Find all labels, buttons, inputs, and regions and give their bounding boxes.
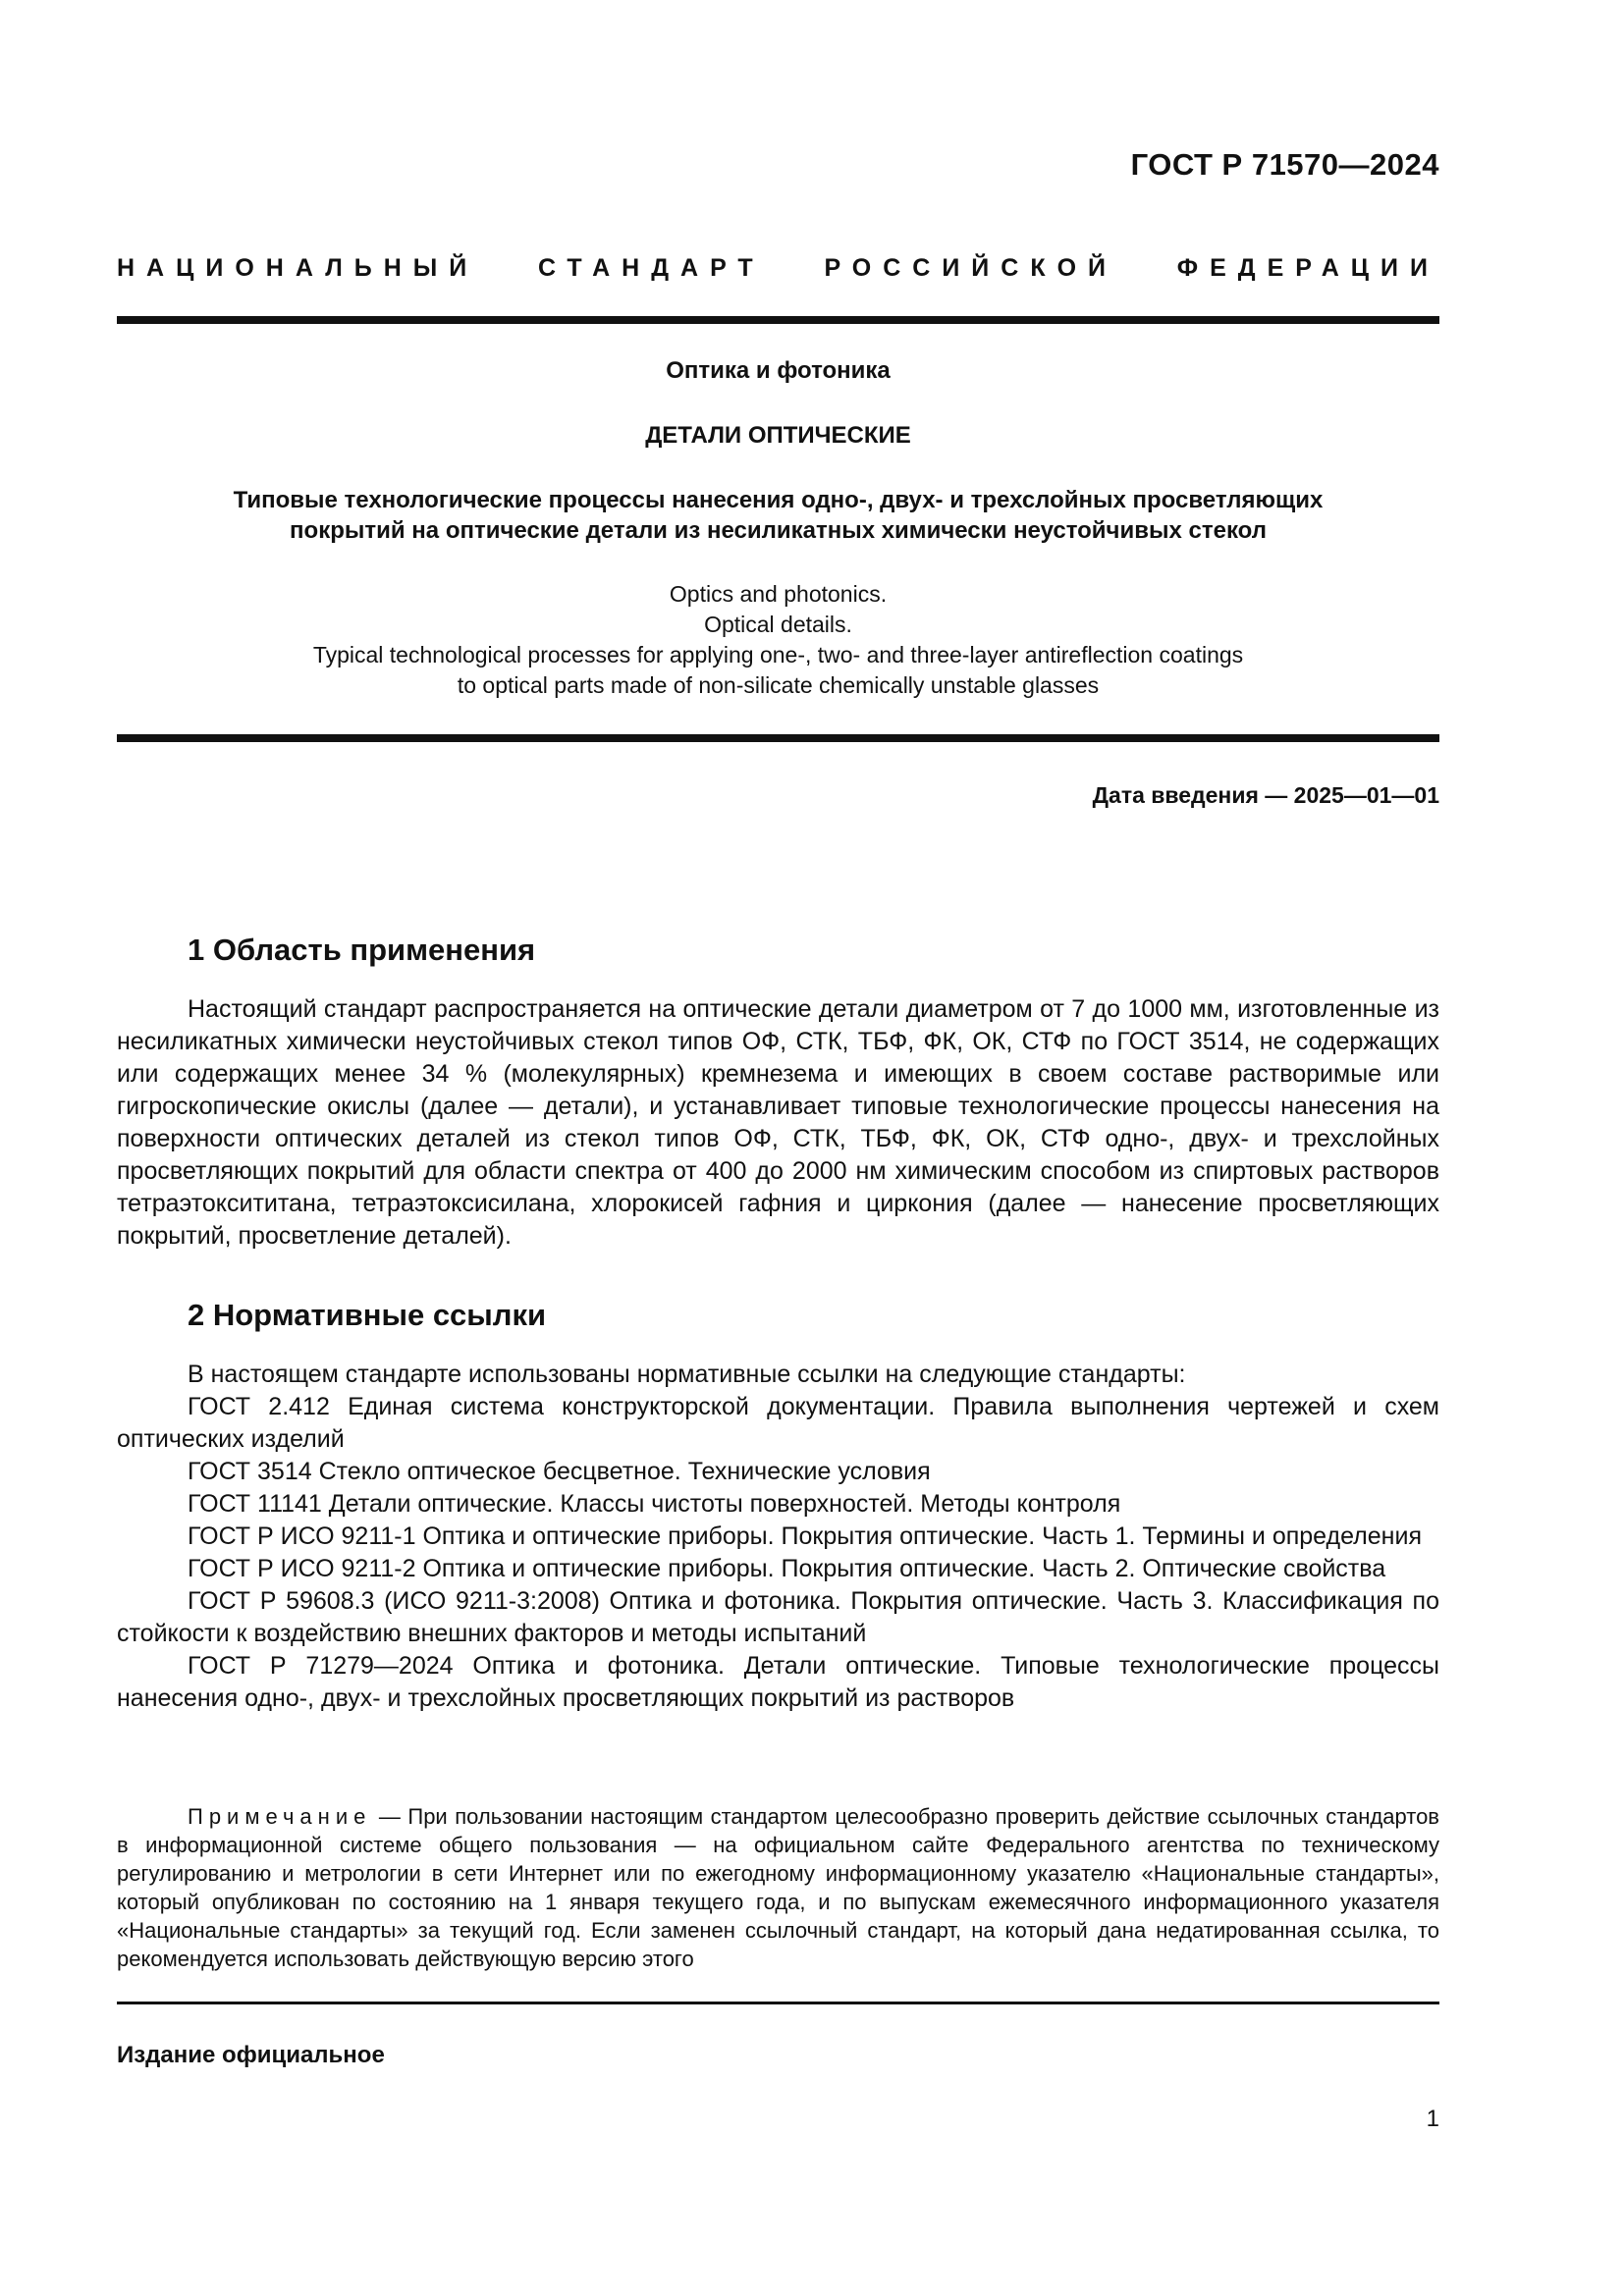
title-subject-line-1: Типовые технологические процессы нанесения одно-, двух- и трехслойных просветляющих [233,487,1324,513]
official-edition-label: Издание официальное [117,2042,385,2068]
page-number: 1 [1426,2106,1439,2132]
reference-item: ГОСТ Р ИСО 9211-1 Оптика и оптические приборы. Покрытия оптические. Часть 1. Термины и определения [188,1522,1422,1550]
english-title [117,579,1439,701]
english-title-line-2: Optical details. [704,612,852,637]
section-2-body [117,1359,1439,1715]
section-1-paragraph: Настоящий стандарт распространяется на оптические детали диаметром от 7 до 1000 мм, изготовленные из несиликатных химически неустойчивых стекол типов ОФ, СТК, ТБФ, ФК, ОК, СТФ по ГОСТ 3514, не содержащих или содержащих менее 34 % (молекулярных) кремнезема и имеющих в своем составе растворимые или гигроскопические окислы (далее — детали), и устанавливает типовые технологические процессы нанесения на поверхности оптических деталей из стекол типов ОФ, СТК, ТБФ, ФК, ОК, СТФ одно-, двух- и трехслойных просветляющих покрытий для области спектра от 400 до 2000 нм химическим способом из спиртовых растворов тетраэтоксититана, тетраэтоксисилана, хлорокисей гафния и циркония (далее — нанесение просветляющих покрытий, просветление деталей). [117,995,1439,1250]
english-title-line-1: Optics and photonics. [669,581,888,607]
english-title-line-3: Typical technological processes for applying one-, two- and three-layer antireflection coatings [312,642,1244,667]
title-group: ДЕТАЛИ ОПТИЧЕСКИЕ [645,422,911,449]
title-divider [117,734,1439,742]
national-standard-banner: НАЦИОНАЛЬНЫЙ СТАНДАРТ РОССИЙСКОЙ ФЕДЕРАЦИИ [117,254,1439,282]
section-1-heading: 1 Область применения [188,933,536,967]
section-1-body [117,993,1439,1253]
title-subject [117,485,1439,546]
introduction-date: Дата введения — 2025—01—01 [1092,782,1439,808]
footer-divider [117,2002,1439,2004]
english-title-line-4: to optical parts made of non-silicate chemically unstable glasses [457,672,1100,698]
section-2-intro: В настоящем стандарте использованы нормативные ссылки на следующие стандарты: [188,1361,1186,1388]
title-field: Оптика и фотоника [666,357,891,384]
reference-item: ГОСТ 2.412 Единая система конструкторской документации. Правила выполнения чертежей и схем оптических изделий [117,1393,1439,1453]
note-label: Примечание [188,1804,372,1829]
reference-item: ГОСТ 3514 Стекло оптическое бесцветное. Технические условия [188,1458,931,1485]
reference-item: ГОСТ Р 71279—2024 Оптика и фотоника. Детали оптические. Типовые технологические процессы нанесения одно-, двух- и трехслойных просветляющих покрытий из растворов [117,1652,1439,1712]
note-text: — При пользовании настоящим стандартом целесообразно проверить действие ссылочных стандартов в информационной системе общего пользования — на официальном сайте Федерального агентства по техническому регулированию и метрологии в сети Интернет или по ежегодному информационному указателю «Национальные стандарты», который опубликован по состоянию на 1 января текущего года, и по выпускам ежемесячного информационного указателя «Национальные стандарты» за текущий год. Если заменен ссылочный стандарт, на который дана недатированная ссылка, то рекомендуется использовать действующую версию этого [117,1804,1439,1971]
top-divider [117,316,1439,324]
reference-item: ГОСТ Р ИСО 9211-2 Оптика и оптические приборы. Покрытия оптические. Часть 2. Оптические свойства [188,1555,1386,1582]
reference-item: ГОСТ Р 59608.3 (ИСО 9211-3:2008) Оптика и фотоника. Покрытия оптические. Часть 3. Классификация по стойкости к воздействию внешних факторов и методы испытаний [117,1587,1439,1647]
section-2-note [117,1802,1439,1973]
note-paragraph [117,1802,1439,1973]
document-number: ГОСТ Р 71570—2024 [1130,147,1439,182]
section-2-heading: 2 Нормативные ссылки [188,1298,547,1332]
reference-item: ГОСТ 11141 Детали оптические. Классы чистоты поверхностей. Методы контроля [188,1490,1121,1518]
title-subject-line-2: покрытий на оптические детали из несиликатных химически неустойчивых стекол [290,517,1267,544]
